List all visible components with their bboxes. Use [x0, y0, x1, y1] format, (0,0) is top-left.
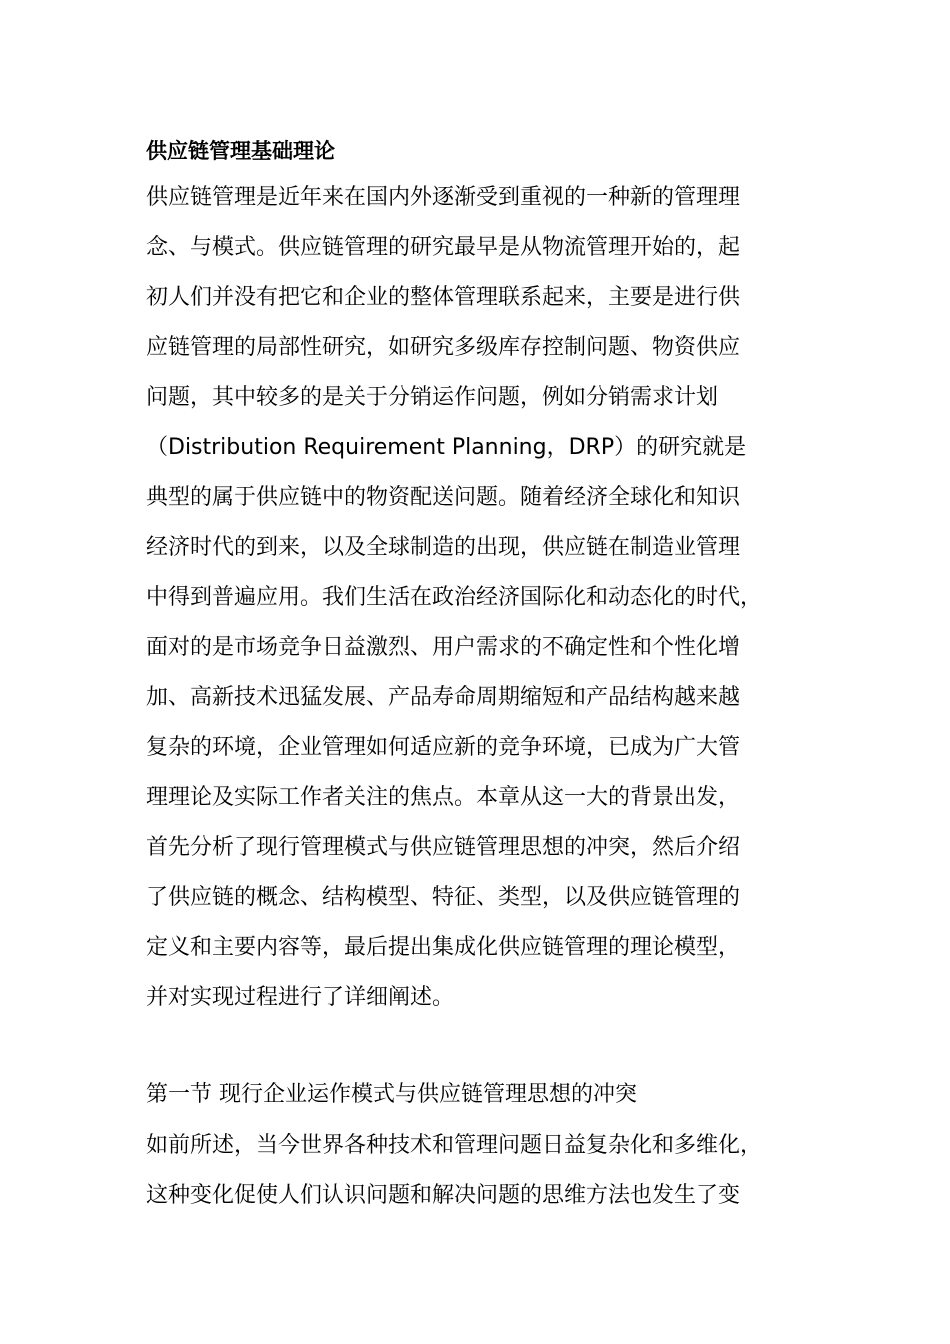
paragraph-line: 念、与模式。供应链管理的研究最早是从物流管理开始的，起: [146, 235, 741, 260]
paragraph-line: 加、高新技术迅猛发展、产品寿命周期缩短和产品结构越来越: [146, 685, 741, 710]
paragraph-line: 初人们并没有把它和企业的整体管理联系起来，主要是进行供: [146, 285, 741, 310]
paragraph-line: 中得到普遍应用。我们生活在政治经济国际化和动态化的时代，: [146, 585, 763, 610]
paragraph-line: （Distribution Requirement Planning，DRP）的研究就是: [146, 435, 747, 460]
section-heading: 第一节 现行企业运作模式与供应链管理思想的冲突: [146, 1082, 637, 1107]
paragraph-line: 复杂的环境，企业管理如何适应新的竞争环境，已成为广大管: [146, 735, 741, 760]
paragraph-line: 面对的是市场竞争日益激烈、用户需求的不确定性和个性化增: [146, 635, 741, 660]
paragraph-line: 并对实现过程进行了详细阐述。: [146, 985, 455, 1010]
paragraph-line: 首先分析了现行管理模式与供应链管理思想的冲突，然后介绍: [146, 835, 741, 860]
paragraph-line: 如前所述，当今世界各种技术和管理问题日益复杂化和多维化，: [146, 1133, 763, 1158]
paragraph-line: 应链管理的局部性研究，如研究多级库存控制问题、物资供应: [146, 335, 741, 360]
section-paragraph: [146, 1121, 846, 1221]
paragraph-line: 供应链管理是近年来在国内外逐渐受到重视的一种新的管理理: [146, 185, 741, 210]
paragraph-line: 典型的属于供应链中的物资配送问题。随着经济全球化和知识: [146, 485, 741, 510]
paragraph-line: 了供应链的概念、结构模型、特征、类型，以及供应链管理的: [146, 885, 741, 910]
paragraph-line: 经济时代的到来，以及全球制造的出现，供应链在制造业管理: [146, 535, 741, 560]
paragraph-line: 定义和主要内容等，最后提出集成化供应链管理的理论模型，: [146, 935, 741, 960]
paragraph-line: 理理论及实际工作者关注的焦点。本章从这一大的背景出发，: [146, 785, 741, 810]
intro-paragraph: [146, 173, 846, 1023]
document-title: 供应链管理基础理论: [146, 139, 335, 163]
paragraph-line: 这种变化促使人们认识问题和解决问题的思维方法也发生了变: [146, 1183, 741, 1208]
paragraph-line: 问题，其中较多的是关于分销运作问题，例如分销需求计划: [146, 385, 719, 410]
